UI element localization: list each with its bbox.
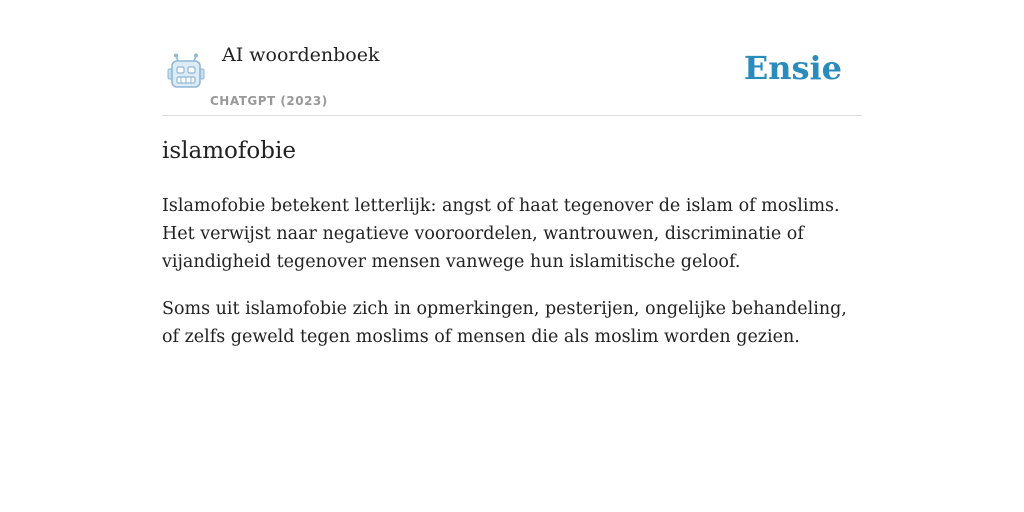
robot-icon [166, 52, 206, 90]
ensie-logo-link[interactable]: Ensie [743, 49, 842, 87]
definition-paragraph: Islamofobie betekent letterlijk: angst of haat tegenover de islam of moslims. Het verwijst naar negatieve vooroordelen, wantrouwen, discriminatie of vijandigheid tegenover mensen vanwege hun islamitische geloof. [162, 196, 840, 272]
entry-definition [162, 192, 862, 370]
source-title[interactable]: AI woordenboek [222, 44, 380, 66]
source-header [162, 0, 862, 116]
source-subtitle: CHATGPT (2023) [210, 94, 328, 108]
entry-term: islamofobie [162, 138, 296, 164]
page-container [162, 0, 862, 347]
definition-paragraph: Soms uit islamofobie zich in opmerkingen, pesterijen, ongelijke behandeling, of zelfs geweld tegen moslims of mensen die als moslim worden gezien. [162, 299, 847, 347]
